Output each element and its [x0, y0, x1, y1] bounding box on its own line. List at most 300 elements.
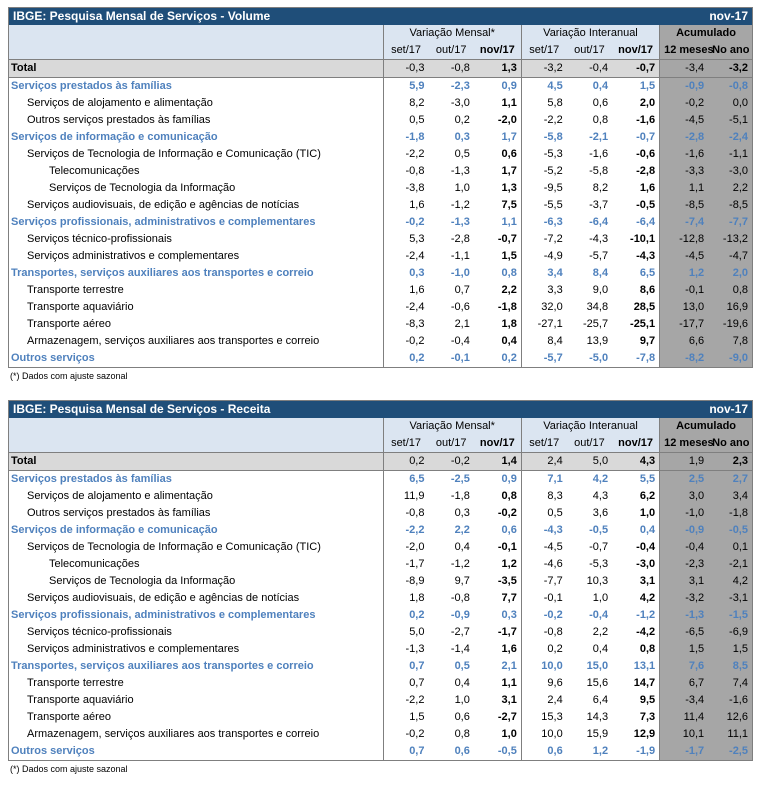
volume-col-header: set/17: [383, 42, 428, 60]
volume-cell-value: -3,2: [521, 60, 566, 78]
volume-cell-value: -5,8: [589, 165, 609, 177]
volume-row-label: Telecomunicações: [49, 165, 140, 177]
volume-table-row: [9, 214, 753, 231]
revenue-cell-value: 2,2: [592, 626, 609, 638]
revenue-cell-value: 1,9: [660, 453, 709, 471]
revenue-cell-value: 7,6: [660, 658, 709, 675]
volume-cell-value: 1,1: [501, 216, 517, 228]
volume-col-header: nov/17: [612, 42, 660, 60]
revenue-cell-value: -2,0: [383, 539, 428, 556]
volume-cell-value: 34,8: [586, 301, 609, 313]
volume-cell-value: -0,6: [450, 301, 470, 313]
volume-cell-value: -7,7: [708, 214, 752, 231]
volume-cell-value: -1,3: [450, 165, 470, 177]
revenue-cell-value: 1,8: [383, 590, 428, 607]
volume-cell-value: -2,1: [589, 131, 609, 143]
revenue-col-header: out/17: [428, 435, 473, 453]
revenue-cell-value: 4,2: [592, 473, 609, 485]
volume-cell-value: -5,7: [521, 350, 566, 368]
revenue-cell-value: 7,1: [521, 471, 566, 489]
volume-cell-value: 1,5: [501, 250, 517, 262]
volume-row-label: Transporte aéreo: [27, 318, 111, 330]
volume-cell-value: 1,2: [660, 265, 709, 282]
volume-cell-value: 13,9: [586, 335, 609, 347]
revenue-cell-value: -1,4: [450, 643, 470, 655]
revenue-cell-value: 2,4: [521, 453, 566, 471]
revenue-cell-value: -0,8: [383, 505, 428, 522]
revenue-col-header: nov/17: [474, 435, 521, 453]
volume-cell-value: 16,9: [708, 299, 752, 316]
volume-cell-value: -0,1: [660, 282, 709, 299]
revenue-cell-value: -1,6: [708, 692, 752, 709]
revenue-table-row: [9, 453, 753, 471]
volume-cell-value: -2,8: [636, 165, 656, 177]
revenue-group-accumulated: Acumulado: [660, 418, 753, 435]
revenue-cell-value: 7,3: [639, 711, 656, 723]
revenue-cell-value: -2,2: [383, 692, 428, 709]
volume-table-row: [9, 282, 753, 299]
revenue-col-header: nov/17: [612, 435, 660, 453]
revenue-cell-value: -7,7: [521, 573, 566, 590]
revenue-cell-value: -6,9: [708, 624, 752, 641]
revenue-table-row: [9, 590, 753, 607]
volume-cell-value: 7,5: [501, 199, 517, 211]
revenue-cell-value: 1,2: [501, 558, 517, 570]
revenue-cell-value: 0,6: [501, 524, 517, 536]
revenue-cell-value: 10,0: [521, 726, 566, 743]
revenue-cell-value: 15,9: [586, 728, 609, 740]
revenue-cell-value: -0,4: [636, 541, 656, 553]
volume-cell-value: 0,6: [592, 97, 609, 109]
revenue-cell-value: 3,6: [592, 507, 609, 519]
revenue-row-label: Serviços profissionais, administrativos e complementares: [11, 609, 316, 621]
volume-cell-value: 1,3: [501, 182, 517, 194]
revenue-cell-value: 3,0: [660, 488, 709, 505]
volume-cell-value: -0,7: [612, 60, 660, 78]
revenue-row-label: Transporte aquaviário: [27, 694, 134, 706]
volume-table-row: [9, 197, 753, 214]
volume-cell-value: -25,1: [630, 318, 656, 330]
volume-table-row: [9, 60, 753, 78]
revenue-cell-value: 0,4: [454, 541, 470, 553]
volume-cell-value: 1,5: [639, 80, 656, 92]
revenue-cell-value: 7,4: [708, 675, 752, 692]
revenue-cell-value: 15,0: [586, 660, 609, 672]
volume-cell-value: 1,3: [474, 60, 521, 78]
volume-cell-value: 0,8: [592, 114, 609, 126]
volume-cell-value: 0,6: [501, 148, 517, 160]
volume-group-header-row: [9, 25, 753, 42]
revenue-cell-value: 5,5: [639, 473, 656, 485]
revenue-cell-value: 1,0: [592, 592, 609, 604]
revenue-cell-value: 8,3: [521, 488, 566, 505]
revenue-cell-value: -5,3: [589, 558, 609, 570]
volume-table-row: [9, 95, 753, 112]
volume-col-header: nov/17: [474, 42, 521, 60]
revenue-title: IBGE: Pesquisa Mensal de Serviços - Receita: [9, 401, 660, 419]
volume-table-row: [9, 248, 753, 265]
revenue-cell-value: 1,5: [660, 641, 709, 658]
revenue-row-label: Telecomunicações: [49, 558, 140, 570]
volume-cell-value: 0,2: [383, 350, 428, 368]
volume-col-header: No ano: [708, 42, 752, 60]
revenue-cell-value: -1,2: [450, 558, 470, 570]
volume-cell-value: -9,5: [521, 180, 566, 197]
volume-table-body: [9, 8, 753, 368]
revenue-cell-value: 1,6: [501, 643, 517, 655]
revenue-table-row: [9, 743, 753, 761]
revenue-cell-value: -0,1: [521, 590, 566, 607]
volume-cell-value: 0,0: [708, 95, 752, 112]
revenue-row-label: Armazenagem, serviços auxiliares aos transportes e correio: [27, 728, 320, 740]
volume-cell-value: -4,3: [589, 233, 609, 245]
volume-cell-value: 0,8: [708, 282, 752, 299]
volume-cell-value: -0,8: [383, 163, 428, 180]
revenue-cell-value: -0,5: [474, 743, 521, 761]
revenue-cell-value: 9,7: [454, 575, 470, 587]
volume-table-row: [9, 146, 753, 163]
revenue-cell-value: 4,3: [612, 453, 660, 471]
volume-row-label: Outros serviços: [9, 350, 384, 368]
volume-cell-value: -7,8: [612, 350, 660, 368]
revenue-cell-value: -0,4: [660, 539, 709, 556]
volume-table-row: [9, 299, 753, 316]
revenue-cell-value: 9,6: [521, 675, 566, 692]
revenue-cell-value: 4,2: [639, 592, 656, 604]
revenue-cell-value: 4,3: [592, 490, 609, 502]
revenue-title-row: [9, 401, 753, 419]
volume-cell-value: -17,7: [660, 316, 709, 333]
volume-cell-value: -0,6: [636, 148, 656, 160]
volume-cell-value: 8,6: [639, 284, 656, 296]
revenue-cell-value: 0,5: [454, 660, 470, 672]
volume-cell-value: 2,2: [708, 180, 752, 197]
volume-cell-value: 0,7: [454, 284, 470, 296]
volume-cell-value: -1,1: [708, 146, 752, 163]
volume-row-label: Total: [9, 60, 384, 78]
revenue-cell-value: 11,4: [660, 709, 709, 726]
revenue-cell-value: 2,7: [708, 471, 752, 489]
revenue-cell-value: 0,2: [521, 641, 566, 658]
volume-cell-value: -5,1: [708, 112, 752, 129]
volume-title: IBGE: Pesquisa Mensal de Serviços - Volume: [9, 8, 660, 26]
volume-cell-value: 0,8: [501, 267, 517, 279]
revenue-cell-value: 0,2: [383, 607, 428, 624]
revenue-table-row: [9, 539, 753, 556]
revenue-table-row: [9, 556, 753, 573]
volume-cell-value: 2,0: [708, 265, 752, 282]
revenue-cell-value: 13,1: [633, 660, 656, 672]
volume-row-label: Armazenagem, serviços auxiliares aos transportes e correio: [27, 335, 320, 347]
volume-cell-value: -1,8: [383, 129, 428, 146]
volume-cell-value: 0,4: [592, 80, 609, 92]
volume-cell-value: 1,6: [383, 282, 428, 299]
revenue-cell-value: -0,2: [428, 453, 473, 471]
revenue-table-row: [9, 607, 753, 624]
volume-cell-value: -5,0: [567, 350, 612, 368]
volume-row-label: Transporte terrestre: [27, 284, 124, 296]
volume-cell-value: 2,2: [501, 284, 517, 296]
volume-cell-value: 0,9: [501, 80, 517, 92]
volume-cell-value: 2,0: [639, 97, 656, 109]
volume-cell-value: 6,6: [660, 333, 709, 350]
volume-cell-value: -0,4: [567, 60, 612, 78]
revenue-cell-value: 0,4: [454, 677, 470, 689]
volume-cell-value: 0,3: [383, 265, 428, 282]
volume-group-monthly: Variação Mensal*: [383, 25, 521, 42]
revenue-col-header: set/17: [383, 435, 428, 453]
volume-cell-value: -8,2: [660, 350, 709, 368]
revenue-table-row: [9, 726, 753, 743]
volume-cell-value: 3,3: [521, 282, 566, 299]
volume-cell-value: -0,5: [636, 199, 656, 211]
volume-cell-value: -8,5: [660, 197, 709, 214]
volume-cell-value: 1,1: [660, 180, 709, 197]
volume-cell-value: -2,8: [450, 233, 470, 245]
revenue-table-row: [9, 658, 753, 675]
volume-cell-value: 5,9: [383, 78, 428, 96]
revenue-cell-value: -2,7: [497, 711, 517, 723]
volume-cell-value: 8,4: [521, 333, 566, 350]
revenue-row-label: Transporte terrestre: [27, 677, 124, 689]
volume-cell-value: -2,8: [660, 129, 709, 146]
revenue-group-interannual: Variação Interanual: [521, 418, 659, 435]
volume-table-row: [9, 180, 753, 197]
revenue-table-row: [9, 675, 753, 692]
revenue-table-body: [9, 401, 753, 761]
volume-cell-value: -10,1: [630, 233, 656, 245]
volume-row-label: Serviços audiovisuais, de edição e agências de notícias: [27, 199, 300, 211]
revenue-subheader-row: [9, 435, 753, 453]
volume-cell-value: -6,4: [636, 216, 656, 228]
revenue-cell-value: 6,4: [592, 694, 609, 706]
volume-cell-value: -13,2: [708, 231, 752, 248]
revenue-cell-value: 0,6: [454, 711, 470, 723]
revenue-cell-value: 1,5: [383, 709, 428, 726]
revenue-cell-value: -0,5: [708, 522, 752, 539]
volume-cell-value: 1,7: [501, 165, 517, 177]
revenue-cell-value: 7,7: [501, 592, 517, 604]
revenue-cell-value: -1,3: [660, 607, 709, 624]
revenue-cell-value: -0,8: [450, 592, 470, 604]
volume-cell-value: -1,6: [589, 148, 609, 160]
revenue-cell-value: 3,1: [501, 694, 517, 706]
volume-cell-value: 5,3: [383, 231, 428, 248]
revenue-cell-value: -1,0: [660, 505, 709, 522]
revenue-table-row: [9, 692, 753, 709]
revenue-cell-value: 9,5: [639, 694, 656, 706]
volume-cell-value: 0,5: [383, 112, 428, 129]
revenue-cell-value: -6,5: [660, 624, 709, 641]
volume-cell-value: -8,3: [383, 316, 428, 333]
revenue-cell-value: 2,1: [501, 660, 517, 672]
volume-cell-value: -1,2: [450, 199, 470, 211]
revenue-cell-value: -3,5: [497, 575, 517, 587]
revenue-cell-value: -8,9: [383, 573, 428, 590]
volume-group-accumulated: Acumulado: [660, 25, 753, 42]
volume-row-label: Outros serviços prestados às famílias: [27, 114, 211, 126]
volume-cell-value: -12,8: [660, 231, 709, 248]
revenue-cell-value: -2,3: [660, 556, 709, 573]
volume-cell-value: -3,2: [708, 60, 752, 78]
volume-cell-value: 3,4: [521, 265, 566, 282]
revenue-cell-value: 11,1: [708, 726, 752, 743]
revenue-cell-value: -0,9: [450, 609, 470, 621]
volume-row-label: Transporte aquaviário: [27, 301, 134, 313]
volume-cell-value: 32,0: [521, 299, 566, 316]
volume-cell-value: 8,2: [383, 95, 428, 112]
revenue-cell-value: -0,5: [589, 524, 609, 536]
volume-cell-value: 0,2: [454, 114, 470, 126]
volume-row-label: Serviços administrativos e complementares: [27, 250, 240, 262]
revenue-cell-value: 10,1: [660, 726, 709, 743]
revenue-table: [8, 400, 753, 761]
revenue-row-label: Serviços de alojamento e alimentação: [27, 490, 213, 502]
revenue-cell-value: -0,2: [383, 726, 428, 743]
revenue-cell-value: -1,7: [660, 743, 709, 761]
revenue-cell-value: 0,4: [592, 643, 609, 655]
revenue-cell-value: -3,0: [636, 558, 656, 570]
volume-group-interannual: Variação Interanual: [521, 25, 659, 42]
revenue-cell-value: 2,4: [521, 692, 566, 709]
volume-cell-value: -5,7: [589, 250, 609, 262]
revenue-row-label: Total: [9, 453, 384, 471]
revenue-cell-value: -0,2: [521, 607, 566, 624]
volume-cell-value: -3,8: [383, 180, 428, 197]
revenue-cell-value: 15,3: [521, 709, 566, 726]
revenue-cell-value: 0,9: [501, 473, 517, 485]
volume-cell-value: -0,1: [428, 350, 473, 368]
volume-row-label: Serviços técnico-profissionais: [27, 233, 172, 245]
revenue-cell-value: -4,2: [636, 626, 656, 638]
revenue-cell-value: -1,7: [497, 626, 517, 638]
revenue-cell-value: 2,2: [454, 524, 470, 536]
revenue-cell-value: 2,5: [660, 471, 709, 489]
volume-cell-value: -4,5: [660, 112, 709, 129]
volume-cell-value: 9,7: [639, 335, 656, 347]
volume-cell-value: -1,6: [636, 114, 656, 126]
volume-subheader-row: [9, 42, 753, 60]
revenue-cell-value: -0,1: [497, 541, 517, 553]
volume-cell-value: 0,3: [454, 131, 470, 143]
revenue-note: (*) Dados com ajuste sazonal: [10, 764, 128, 774]
volume-cell-value: 1,0: [454, 182, 470, 194]
revenue-cell-value: 12,6: [708, 709, 752, 726]
revenue-table-row: [9, 471, 753, 489]
volume-cell-value: -6,3: [521, 214, 566, 231]
volume-cell-value: -1,1: [450, 250, 470, 262]
revenue-cell-value: -4,3: [521, 522, 566, 539]
volume-row-label: Transportes, serviços auxiliares aos transportes e correio: [11, 267, 314, 279]
revenue-row-label: Serviços administrativos e complementares: [27, 643, 240, 655]
revenue-col-header: No ano: [708, 435, 752, 453]
volume-table-block: [8, 7, 753, 381]
volume-cell-value: 1,7: [501, 131, 517, 143]
volume-table-row: [9, 265, 753, 282]
revenue-row-label: Serviços de Tecnologia da Informação: [49, 575, 236, 587]
volume-cell-value: -1,6: [660, 146, 709, 163]
volume-cell-value: -4,7: [708, 248, 752, 265]
volume-cell-value: -0,3: [383, 60, 428, 78]
volume-cell-value: -0,9: [660, 78, 709, 96]
volume-cell-value: 13,0: [660, 299, 709, 316]
volume-cell-value: -2,2: [383, 146, 428, 163]
revenue-cell-value: 0,7: [383, 675, 428, 692]
revenue-cell-value: 0,7: [383, 743, 428, 761]
volume-cell-value: -2,4: [708, 129, 752, 146]
volume-row-label: Serviços de Tecnologia da Informação: [49, 182, 236, 194]
revenue-cell-value: -4,5: [521, 539, 566, 556]
volume-cell-value: -2,0: [497, 114, 517, 126]
revenue-cell-value: 12,9: [633, 728, 656, 740]
volume-cell-value: -0,7: [497, 233, 517, 245]
revenue-cell-value: 6,2: [639, 490, 656, 502]
revenue-cell-value: 3,1: [660, 573, 709, 590]
volume-cell-value: 1,1: [501, 97, 517, 109]
volume-cell-value: -0,7: [636, 131, 656, 143]
revenue-cell-value: 1,0: [454, 694, 470, 706]
revenue-cell-value: 0,3: [454, 507, 470, 519]
revenue-cell-value: 0,6: [521, 743, 566, 761]
revenue-cell-value: -2,5: [450, 473, 470, 485]
revenue-cell-value: 2,3: [708, 453, 752, 471]
volume-cell-value: -9,0: [708, 350, 752, 368]
volume-col-header: out/17: [567, 42, 612, 60]
volume-cell-value: 1,6: [383, 197, 428, 214]
volume-cell-value: -3,0: [708, 163, 752, 180]
volume-cell-value: -19,6: [708, 316, 752, 333]
revenue-cell-value: 1,4: [474, 453, 521, 471]
revenue-row-label: Serviços de informação e comunicação: [11, 524, 218, 536]
volume-cell-value: 2,1: [454, 318, 470, 330]
volume-cell-value: 8,4: [592, 267, 609, 279]
volume-cell-value: 7,8: [708, 333, 752, 350]
volume-cell-value: 9,0: [592, 284, 609, 296]
volume-cell-value: -2,2: [521, 112, 566, 129]
volume-cell-value: -1,3: [450, 216, 470, 228]
revenue-cell-value: 11,9: [383, 488, 428, 505]
volume-cell-value: -25,7: [583, 318, 609, 330]
revenue-cell-value: 1,0: [639, 507, 656, 519]
revenue-cell-value: -1,2: [636, 609, 656, 621]
revenue-cell-value: -0,7: [589, 541, 609, 553]
revenue-cell-value: 1,0: [501, 728, 517, 740]
volume-cell-value: -3,3: [660, 163, 709, 180]
revenue-cell-value: 4,2: [708, 573, 752, 590]
volume-cell-value: -7,2: [521, 231, 566, 248]
volume-cell-value: 1,8: [501, 318, 517, 330]
revenue-row-label: Serviços de Tecnologia de Informação e Comunicação (TIC): [27, 541, 321, 553]
revenue-row-label: Serviços prestados às famílias: [11, 473, 172, 485]
volume-cell-value: -5,8: [521, 129, 566, 146]
volume-cell-value: -5,3: [521, 146, 566, 163]
revenue-cell-value: 6,7: [660, 675, 709, 692]
revenue-table-row: [9, 488, 753, 505]
revenue-cell-value: -2,2: [383, 522, 428, 539]
revenue-cell-value: -4,6: [521, 556, 566, 573]
revenue-cell-value: 5,0: [383, 624, 428, 641]
revenue-col-header: 12 meses: [660, 435, 709, 453]
revenue-col-header: set/17: [521, 435, 566, 453]
revenue-cell-value: -2,7: [450, 626, 470, 638]
volume-cell-value: -1,0: [450, 267, 470, 279]
revenue-cell-value: 3,4: [708, 488, 752, 505]
revenue-row-label: Outros serviços: [9, 743, 384, 761]
revenue-cell-value: -1,5: [708, 607, 752, 624]
revenue-cell-value: 6,5: [383, 471, 428, 489]
revenue-table-row: [9, 505, 753, 522]
volume-cell-value: 8,2: [592, 182, 609, 194]
